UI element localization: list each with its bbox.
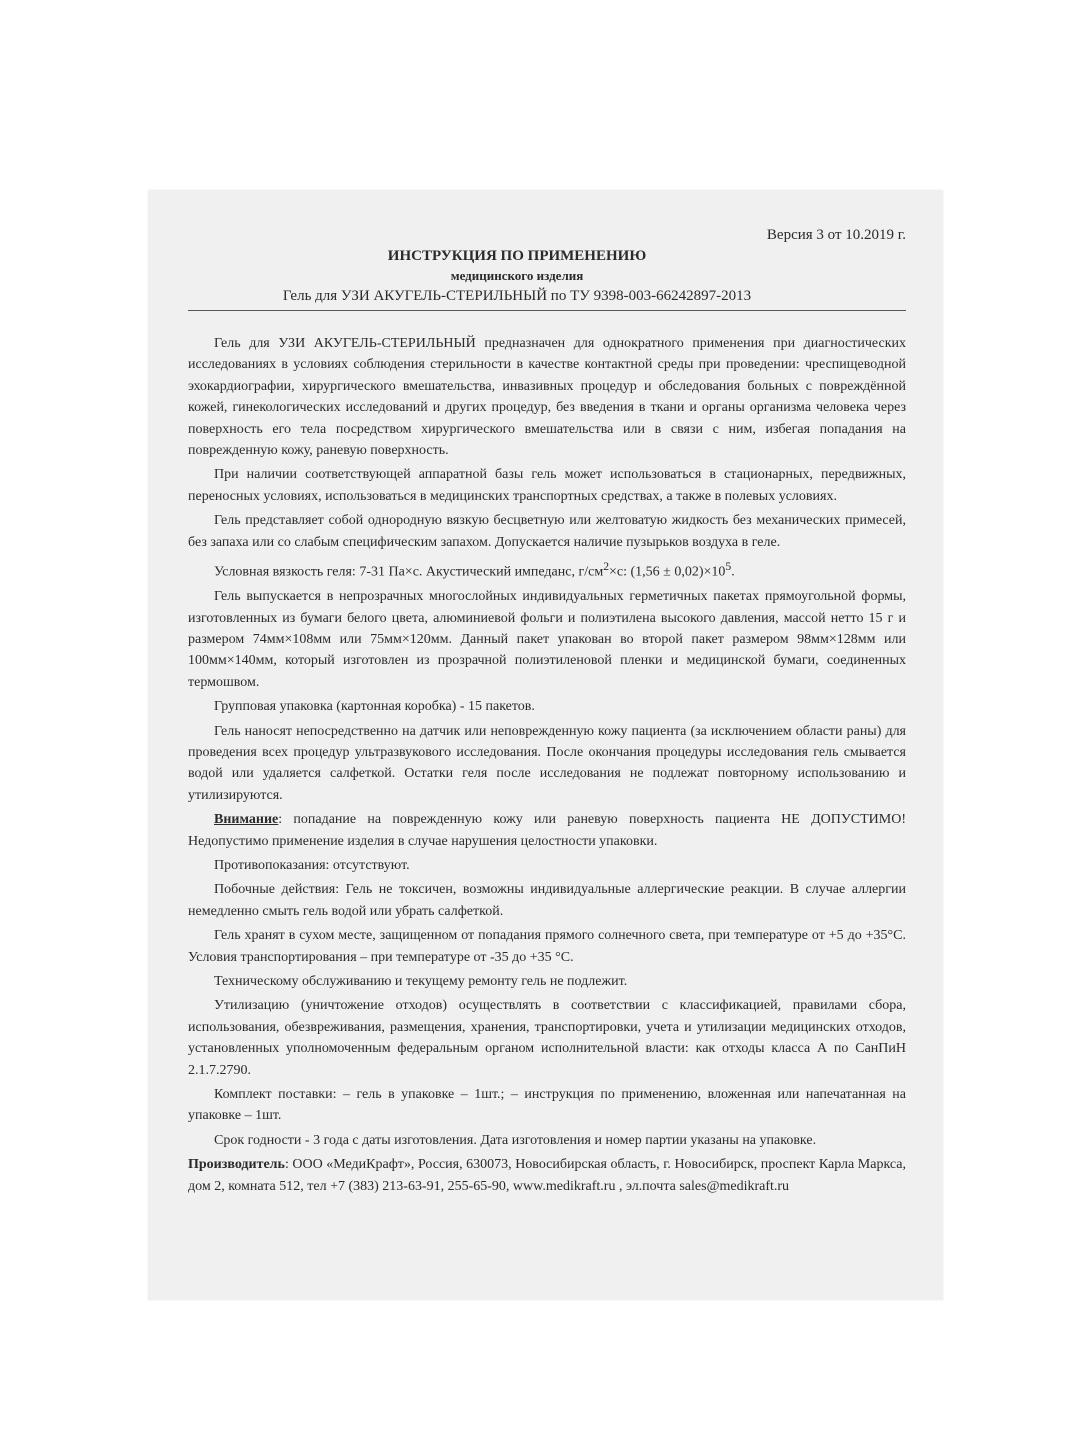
viscosity-sup-1: 2 <box>603 560 610 574</box>
paragraph-description: Гель представляет собой однородную вязкую бесцветную или желтоватую жидкость без механических примесей, без запаха или со слабым специфическим запахом. Допускается наличие пузырьков воздуха в геле. <box>188 513 906 550</box>
paragraph-maintenance: Техническому обслуживанию и текущему ремонту гель не подлежит. <box>214 974 628 990</box>
paragraph-shelf-life: Срок годности - 3 года с даты изготовления. Дата изготовления и номер партии указаны на упаковке. <box>214 1132 817 1148</box>
paragraph-warning <box>188 809 906 852</box>
manufacturer-label: Производитель <box>188 1157 285 1173</box>
product-name: Гель для УЗИ АКУГЕЛЬ-СТЕРИЛЬНЫЙ по ТУ 9398-003-66242897-2013 <box>188 286 906 311</box>
paragraph-packaging: Гель выпускается в непрозрачных многослойных индивидуальных герметичных пакетах прямоугольной формы, изготовленных из бумаги белого цвета, алюминиевой фольги и полиэтилена высокого давления, массой нетто 15 г и размером 74мм×108мм или 75мм×120мм. Данный пакет упакован во второй пакет размером 98мм×128мм или 100мм×140мм, который изготовлен из прозрачной полиэтиленовой пленки и медицинской бумаги, соединенных термошвом. <box>188 589 906 690</box>
paragraph-manufacturer <box>188 1154 906 1197</box>
viscosity-sup-2: 5 <box>725 560 732 574</box>
instruction-body <box>188 333 906 1197</box>
sheet-content <box>188 226 906 1200</box>
paragraph-contraindications: Противопоказания: отсутствуют. <box>214 858 410 873</box>
manufacturer-text: : ООО «МедиКрафт», Россия, 630073, Новосибирская область, г. Новосибирск, проспект Карла Маркса, дом 2, комната 512, тел +7 (383) 213-63-91, 255-65-90, www.medikraft.ru , эл.почта sales@medikraft.ru <box>188 1157 906 1194</box>
instruction-sheet <box>148 190 943 1300</box>
paragraph-disposal: Утилизацию (уничтожение отходов) осуществлять в соответствии с классификацией, правилами сбора, использования, обезвреживания, размещения, хранения, транспортировки, учета и утилизации медицинских отходов, установленных уполномоченным федеральным органом исполнительной власти: как отходы класса А по СанПиН 2.1.7.2790. <box>188 998 906 1078</box>
document-subtitle: медицинского изделия <box>450 268 584 283</box>
warning-label: Внимание <box>214 812 279 828</box>
paragraph-storage: Гель хранят в сухом месте, защищенном от попадания прямого солнечного света, при температуре от +5 до +35°С. Условия транспортирования – при температуре от -35 до +35 °С. <box>188 928 906 965</box>
paragraph-purpose: Гель для УЗИ АКУГЕЛЬ-СТЕРИЛЬНЫЙ предназначен для однократного применения при диагностических исследованиях в условиях соблюдения стерильности в качестве контактной среды при проведении: чреспищеводной эхокардиографии, хирургического вмешательства, инвазивных процедур и обследования больных с повреждённой кожей, гинекологических исследований и других процедур, без введения в ткани и органы организма человека через поверхность его тела посредством хирургического вмешательства или в связи с ним, избегая попадания на поврежденную кожу, раневую поверхность. <box>188 336 906 459</box>
paragraph-side-effects: Побочные действия: Гель не токсичен, возможны индивидуальные аллергические реакции. В случае аллергии немедленно смыть гель водой или убрать салфеткой. <box>188 882 906 919</box>
paragraph-usage: Гель наносят непосредственно на датчик или неповрежденную кожу пациента (за исключением области раны) для проведения всех процедур ультразвукового исследования. После окончания процедуры исследования гель смывается водой или удаляется салфеткой. Остатки геля после исследования не подлежат повторному использованию и утилизируются. <box>188 723 906 803</box>
viscosity-text-c: . <box>731 564 735 580</box>
paragraph-group-pack: Групповая упаковка (картонная коробка) - 15 пакетов. <box>214 699 535 715</box>
document-title: ИНСТРУКЦИЯ ПО ПРИМЕНЕНИЮ <box>387 248 647 264</box>
paragraph-kit: Комплект поставки: – гель в упаковке – 1шт.; – инструкция по применению, вложенная или напечатанная на упаковке – 1шт. <box>188 1087 906 1124</box>
viscosity-text-a: Условная вязкость геля: 7-31 Па×с. Акустический импеданс, г/см <box>214 564 604 580</box>
viscosity-text-b: ×с: (1,56 ± 0,02)×10 <box>609 564 726 580</box>
paragraph-conditions: При наличии соответствующей аппаратной базы гель может использоваться в стационарных, передвижных, переносных условиях, использоваться в медицинских транспортных средствах, а также в полевых условиях. <box>188 467 906 504</box>
warning-text: : попадание на поврежденную кожу или раневую поверхность пациента НЕ ДОПУСТИМО! Недопустимо применение изделия в случае нарушения целостности упаковки. <box>188 812 906 849</box>
version-label: Версия 3 от 10.2019 г. <box>766 227 906 243</box>
paragraph-viscosity <box>188 556 906 583</box>
